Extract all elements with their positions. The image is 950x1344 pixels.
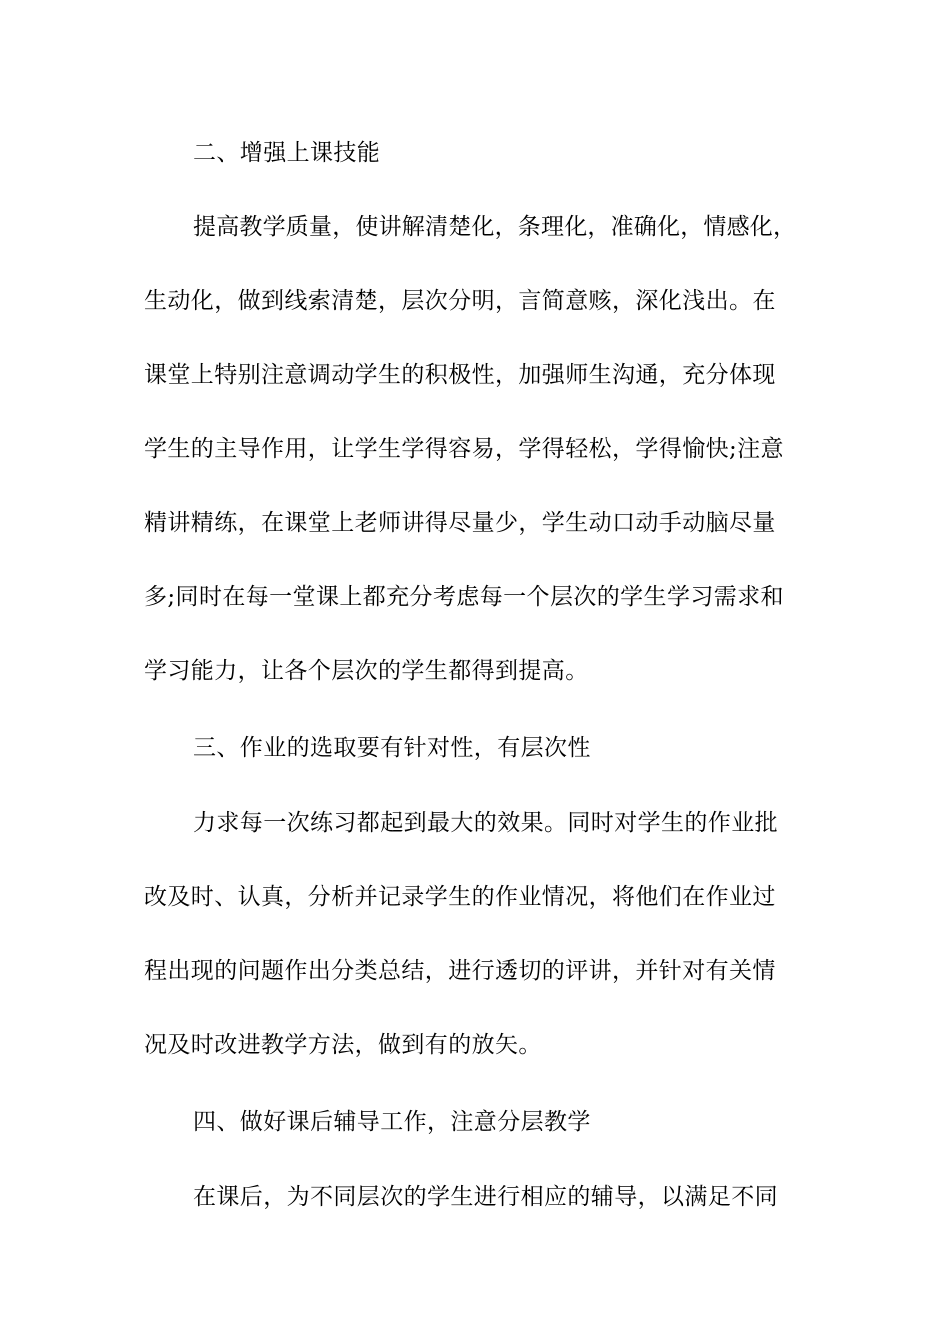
paragraph-line: 况及时改进教学方法，做到有的放矢。 bbox=[144, 1032, 542, 1058]
section-heading-2: 二、增强上课技能 bbox=[193, 140, 381, 166]
section-heading-3: 三、作业的选取要有针对性，有层次性 bbox=[193, 735, 591, 761]
paragraph-line: 精讲精练，在课堂上老师讲得尽量少，学生动口动手动脑尽量 bbox=[144, 510, 776, 536]
paragraph-line: 力求每一次练习都起到最大的效果。同时对学生的作业批 bbox=[193, 810, 778, 836]
paragraph-line: 课堂上特别注意调动学生的积极性，加强师生沟通，充分体现 bbox=[144, 362, 776, 388]
paragraph-line: 提高教学质量，使讲解清楚化，条理化，准确化，情感化， bbox=[193, 214, 797, 240]
paragraph-line: 学生的主导作用，让学生学得容易，学得轻松，学得愉快;注意 bbox=[144, 436, 784, 462]
section-heading-4: 四、做好课后辅导工作，注意分层教学 bbox=[193, 1109, 591, 1135]
paragraph-line: 在课后，为不同层次的学生进行相应的辅导，以满足不同 bbox=[193, 1184, 778, 1210]
paragraph-line: 生动化，做到线索清楚，层次分明，言简意赅，深化浅出。在 bbox=[144, 288, 776, 314]
paragraph-line: 多;同时在每一堂课上都充分考虑每一个层次的学生学习需求和 bbox=[144, 584, 784, 610]
paragraph-line: 学习能力，让各个层次的学生都得到提高。 bbox=[144, 658, 589, 684]
paragraph-line: 改及时、认真，分析并记录学生的作业情况，将他们在作业过 bbox=[144, 884, 776, 910]
paragraph-line: 程出现的问题作出分类总结，进行透切的评讲，并针对有关情 bbox=[144, 958, 776, 984]
